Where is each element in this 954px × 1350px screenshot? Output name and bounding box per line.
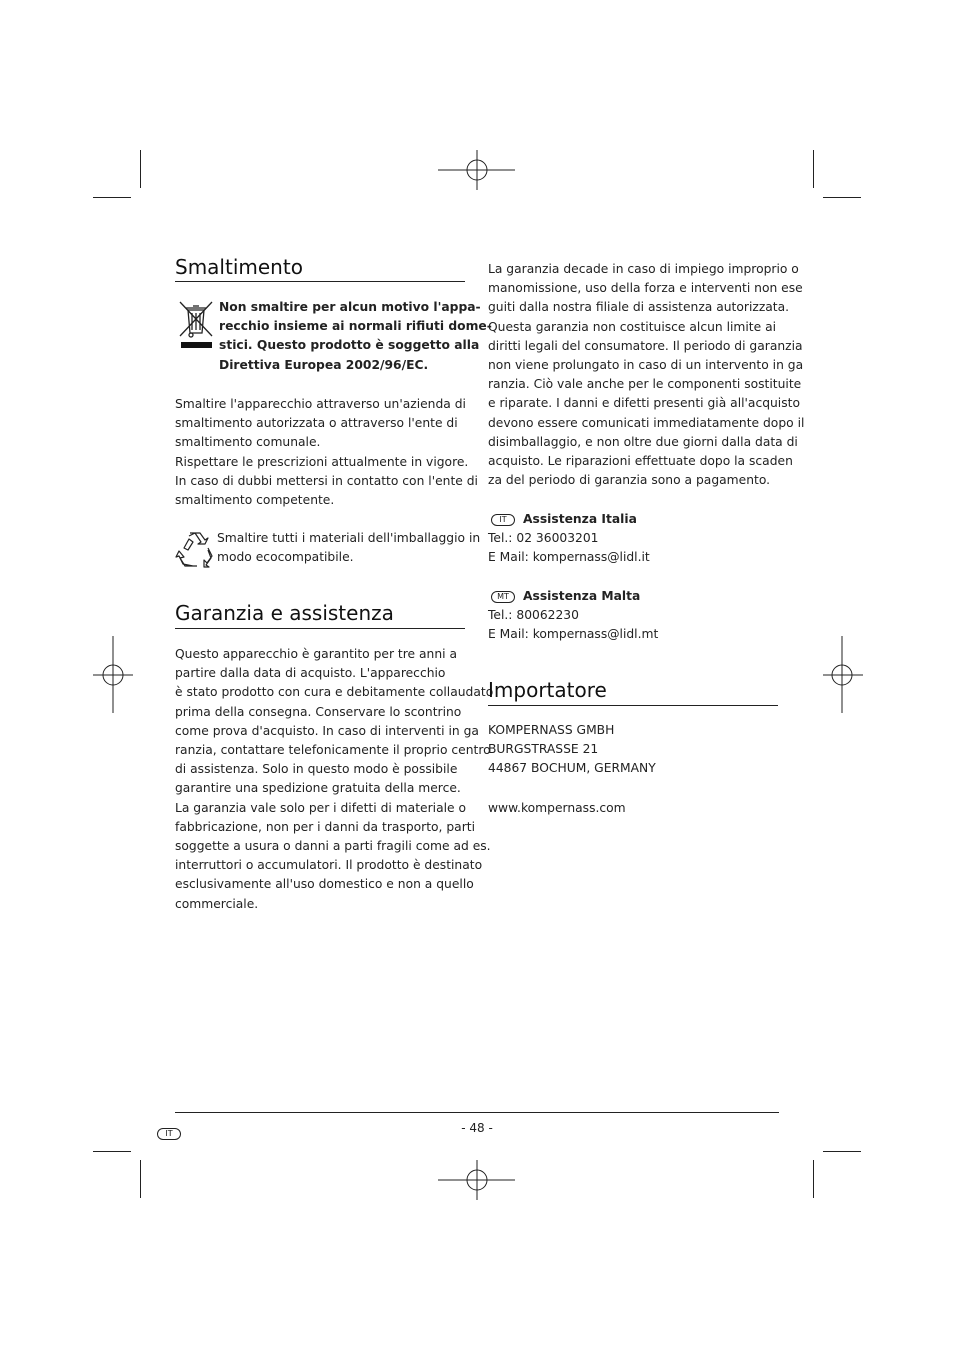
warning-line: stici. Questo prodotto è soggetto alla (219, 338, 480, 353)
body-line: devono essere comunicati immediatamente dopo il (488, 415, 805, 430)
body-line: smaltimento autorizzata o attraverso l'ente di (175, 416, 458, 431)
warranty-terms (488, 260, 804, 490)
body-line: partire dalla data di acquisto. L'apparecchio (175, 666, 446, 681)
email-address: E Mail: kompernass@lidl.it (488, 550, 650, 565)
body-line: è stato prodotto con cura e debitamente collaudato (175, 685, 494, 700)
importatore-heading: Importatore (488, 678, 607, 702)
warning-line: Non smaltire per alcun motivo l'appa- (219, 300, 481, 314)
email-address: E Mail: kompernass@lidl.mt (488, 627, 659, 642)
footer-rule (175, 1112, 779, 1113)
country-badge-mt: MT (491, 591, 515, 603)
warning-line: recchio insieme ai normali rifiuti dome- (219, 319, 492, 334)
body-line: commerciale. (175, 896, 259, 911)
smaltimento-rule (175, 281, 465, 282)
assistenza-malta-title: Assistenza Malta (523, 589, 641, 603)
address-line: KOMPERNASS GMBH (488, 723, 615, 737)
garanzia-body (175, 645, 493, 914)
body-line: Smaltire l'apparecchio attraverso un'azienda di (175, 397, 466, 411)
garanzia-heading: Garanzia e assistenza (175, 601, 394, 625)
body-line: La garanzia vale solo per i difetti di materiale o (175, 800, 467, 815)
packaging-line: modo ecocompatibile. (217, 550, 354, 565)
smaltimento-body (175, 395, 478, 510)
importatore-rule (488, 705, 778, 706)
body-line: di assistenza. Solo in questo modo è possibile (175, 762, 458, 777)
body-line: smaltimento competente. (175, 493, 335, 508)
body-line: manomissione, uso della forza e interventi non ese (488, 281, 803, 296)
assistenza-malta (491, 587, 640, 606)
body-line: prima della consegna. Conservare lo scontrino (175, 704, 462, 719)
address-line: 44867 BOCHUM, GERMANY (488, 761, 656, 776)
body-line: acquisto. Le riparazioni effettuate dopo la scaden (488, 454, 793, 469)
packaging-note (217, 529, 480, 567)
body-line: Questo apparecchio è garantito per tre anni a (175, 647, 457, 661)
body-line: diritti legali del consumatore. Il periodo di garanzia (488, 338, 803, 353)
smaltimento-heading: Smaltimento (175, 255, 303, 279)
assistenza-italia (491, 510, 637, 529)
garanzia-rule (175, 628, 465, 629)
body-line: In caso di dubbi mettersi in contatto con l'ente di (175, 473, 478, 488)
body-line: interruttori o accumulatori. Il prodotto è destinato (175, 858, 483, 873)
body-line: za del periodo di garanzia sono a pagamento. (488, 473, 771, 488)
body-line: garantire una spedizione gratuita della merce. (175, 781, 461, 796)
packaging-line: Smaltire tutti i materiali dell'imballaggio in (217, 531, 481, 545)
footer-language-badge (157, 1122, 181, 1141)
assistenza-italia-contacts (488, 529, 650, 567)
crossed-bin-icon (178, 300, 214, 350)
body-line: Questa garanzia non costituisce alcun limite ai (488, 319, 777, 334)
assistenza-malta-contacts (488, 606, 658, 644)
phone-number: Tel.: 02 36003201 (488, 531, 599, 545)
importer-website: www.kompernass.com (488, 801, 626, 815)
body-line: non viene prolungato in caso di un intervento in ga (488, 358, 804, 373)
assistenza-italia-title: Assistenza Italia (523, 512, 637, 526)
body-line: ranzia. Ciò vale anche per le componenti sostituite (488, 377, 802, 392)
body-line: soggette a usura o danni a parti fragili come ad es. (175, 839, 491, 854)
warning-line: Direttiva Europea 2002/96/EC. (219, 357, 429, 372)
body-line: esclusivamente all'uso domestico e non a quello (175, 877, 474, 892)
address-line: BURGSTRASSE 21 (488, 742, 599, 757)
country-badge-it: IT (157, 1128, 181, 1140)
phone-number: Tel.: 80062230 (488, 608, 579, 622)
body-line: disimballaggio, e non oltre due giorni dalla data di (488, 434, 798, 449)
importer-address (488, 721, 656, 779)
country-badge-it: IT (491, 514, 515, 526)
body-line: Rispettare le prescrizioni attualmente in vigore. (175, 454, 469, 469)
page-number: - 48 - (461, 1121, 493, 1135)
recycle-icon (175, 530, 215, 570)
body-line: e riparate. I danni e difetti presenti già all'acquisto (488, 396, 800, 411)
body-line: fabbricazione, non per i danni da trasporto, parti (175, 819, 476, 834)
body-line: La garanzia decade in caso di impiego improprio o (488, 262, 799, 276)
body-line: smaltimento comunale. (175, 435, 321, 450)
body-line: ranzia, contattare telefonicamente il proprio centro (175, 743, 491, 758)
body-line: come prova d'acquisto. In caso di interventi in ga (175, 723, 479, 738)
disposal-warning (219, 298, 492, 375)
body-line: guiti dalla nostra filiale di assistenza autorizzata. (488, 300, 790, 315)
